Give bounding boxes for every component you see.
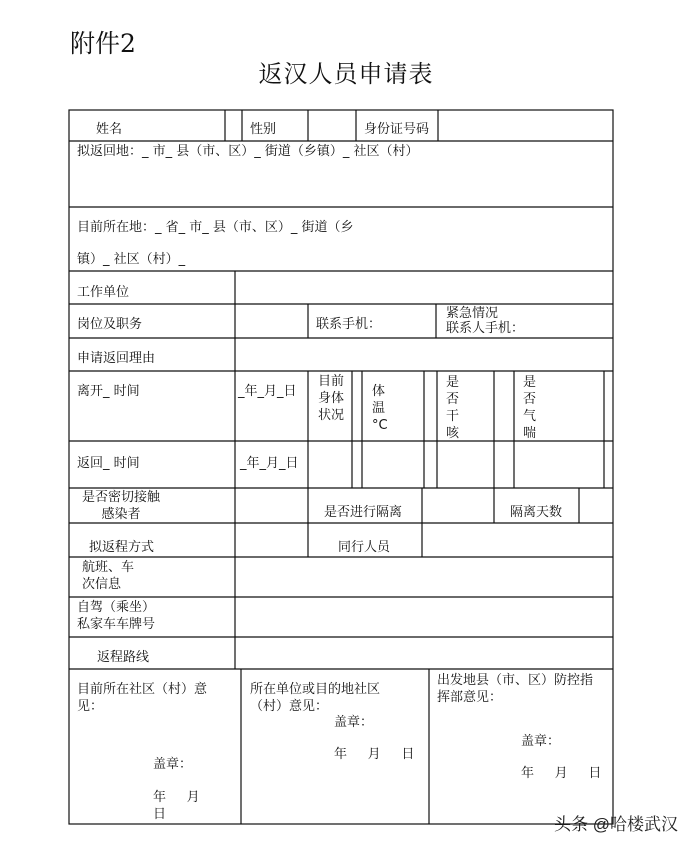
return-address-field[interactable]	[70, 163, 612, 206]
isolation-label: 是否进行隔离	[324, 505, 403, 520]
companions-field[interactable]	[423, 524, 612, 556]
close-contact-field[interactable]	[236, 489, 307, 522]
route-field[interactable]	[236, 638, 612, 668]
current-address-label-line2: 镇）_ 社区（村）_	[77, 252, 186, 267]
flight-info-field[interactable]	[236, 558, 612, 596]
close-contact-label: 是否密切接触 感染者	[82, 490, 161, 522]
watermark: 头条 @哈楼武汉	[554, 815, 678, 834]
car-plate-field[interactable]	[236, 598, 612, 636]
id-number-label: 身份证号码	[364, 122, 430, 137]
attachment-label: 附件2	[70, 29, 136, 58]
leave-time-label: 离开_ 时间	[77, 384, 140, 399]
leave-date[interactable]: _年_月_日	[238, 384, 297, 399]
position-label: 岗位及职务	[77, 317, 143, 332]
companions-label: 同行人员	[338, 540, 391, 555]
gender-label: 性别	[250, 122, 277, 137]
return-cough-field[interactable]	[438, 442, 493, 487]
current-address-label-line1: 目前所在地：_ 省_ 市_ 县（市、区）_ 街道（乡	[77, 220, 354, 235]
isolation-days-field[interactable]	[580, 489, 612, 522]
unit-date: 年 月 日	[334, 747, 415, 762]
reason-field[interactable]	[236, 339, 612, 370]
dry-cough-label: 是 否 干 咳	[446, 375, 460, 441]
unit-seal-label: 盖章：	[334, 715, 374, 730]
return-time-label: 返回_ 时间	[77, 456, 140, 471]
id-number-field[interactable]	[439, 111, 612, 140]
reason-label: 申请返回理由	[77, 351, 156, 366]
work-unit-label: 工作单位	[77, 285, 130, 300]
condition-label: 目前 身体 状况	[318, 374, 345, 423]
dept-seal-label: 盖章：	[521, 734, 561, 749]
return-date[interactable]: _年_月_日	[240, 456, 299, 471]
dept-date: 年 月 日	[521, 766, 602, 781]
name-label: 姓名	[96, 122, 123, 137]
travel-mode-field[interactable]	[236, 524, 307, 556]
car-plate-label: 自驾（乘坐） 私家车车牌号	[77, 600, 156, 632]
community-opinion-label: 目前所在社区（村）意 见：	[77, 682, 208, 714]
form-title: 返汉人员申请表	[258, 60, 434, 88]
emergency-contact-label-2: 联系人手机：	[446, 321, 525, 336]
isolation-days-label: 隔离天数	[510, 505, 563, 520]
community-date: 年 月 日	[153, 790, 200, 822]
return-breath-field[interactable]	[515, 442, 603, 487]
position-field[interactable]	[236, 305, 307, 337]
emergency-contact-label-1: 紧急情况	[446, 306, 499, 321]
return-temperature-field[interactable]	[363, 442, 423, 487]
route-label: 返程路线	[97, 650, 150, 665]
dept-opinion-label: 出发地县（市、区）防控指 挥部意见：	[437, 673, 594, 705]
isolation-field[interactable]	[423, 489, 493, 522]
name-field[interactable]	[226, 111, 241, 140]
work-unit-field[interactable]	[236, 272, 612, 303]
return-condition-field[interactable]	[309, 442, 351, 487]
flight-info-label: 航班、车 次信息	[82, 560, 135, 592]
short-breath-label: 是 否 气 喘	[523, 375, 537, 441]
temperature-label: 体 温 °C	[372, 384, 388, 433]
community-seal-label: 盖章：	[153, 757, 193, 772]
phone-label: 联系手机：	[316, 317, 382, 332]
gender-field[interactable]	[309, 111, 355, 140]
travel-mode-label: 拟返程方式	[89, 540, 155, 555]
return-address-label: 拟返回地：_ 市_ 县（市、区）_ 街道（乡镇）_ 社区（村）	[77, 144, 419, 159]
unit-opinion-label: 所在单位或目的地社区 （村）意见：	[250, 682, 381, 714]
